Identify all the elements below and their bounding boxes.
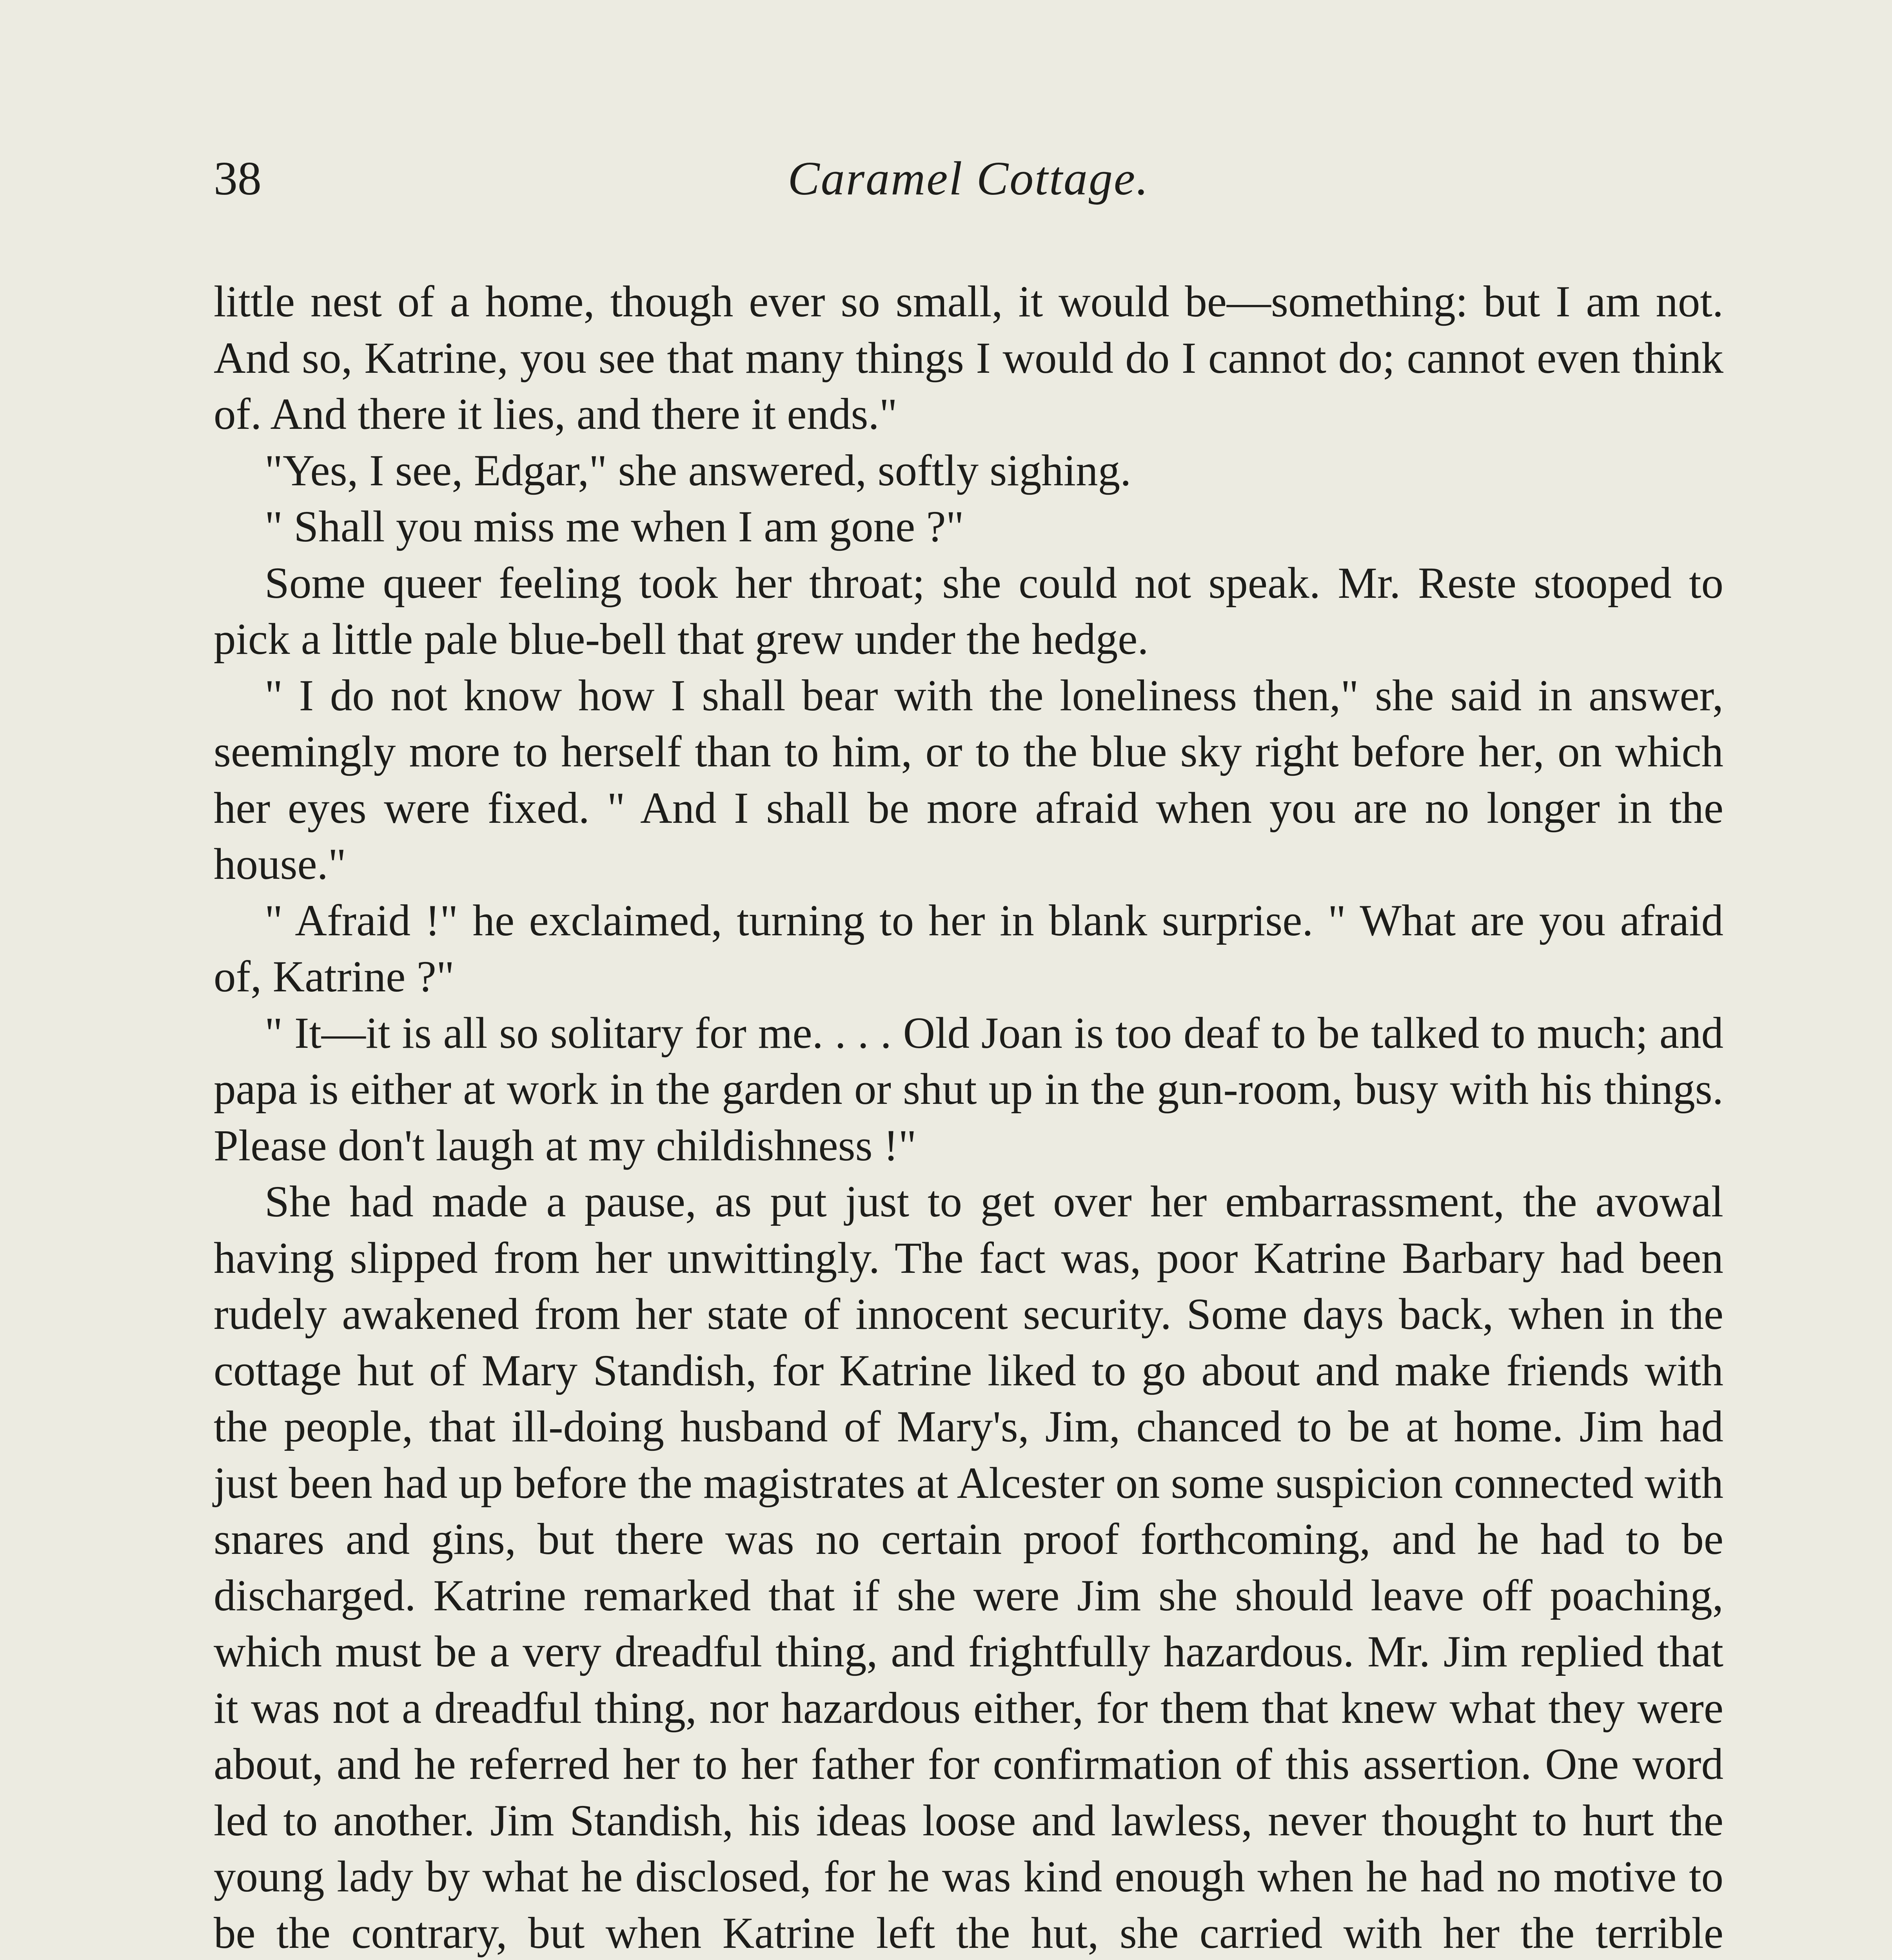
paragraph: Some queer feeling took her throat; she could not speak. Mr. Reste stooped to pick a little pale blue-bell that grew under the hedge. (214, 558, 1723, 664)
paragraph: " Afraid !" he exclaimed, turning to her in blank surprise. " What are you afraid of, Katrine ?" (214, 896, 1723, 1001)
page-header (214, 152, 1723, 233)
paragraph: " I do not know how I shall bear with the loneliness then," she said in answer, seemingly more to herself than to him, or to the blue sky right before her, on which her eyes were fixed. " And I shall be more afraid when you are no longer in the house." (214, 671, 1723, 889)
paragraph: " Shall you miss me when I am gone ?" (265, 502, 964, 551)
paragraph: She had made a pause, as put just to get over her embarrassment, the avowal having slipped from her unwittingly. The fact was, poor Katrine Barbary had been rudely awakened from her state of innocent security. Some days back, when in the cottage hut of Mary Standish, for Katrine liked to go about and make friends with the people, that ill-doing husband of Mary's, Jim, chanced to be at home. Jim had just been had up before the magistrates at Alcester on some suspicion connected with snares and gins, but there was no certain proof forthcoming, and he had to be discharged. Katrine remarked that if she were Jim she should leave off poaching, which must be a very dreadful thing, and frightfully hazardous. Mr. Jim replied that it was not a dreadful thing, nor hazardous either, for them that knew what they were about, and he referred her to her father for confirmation of this assertion. One word led to another. Jim Standish, his ideas loose and lawless, never thought to hurt the young lady by what he disclosed, for he was kind enough when he had no motive to be the contrary, but when Katrine left the hut, she carried with her the terrible (214, 1177, 1723, 1958)
paragraph: little nest of a home, though ever so small, it would be—something: but I am not. And so, Katrine, you see that many things I would do I cannot do; cannot even think of. And there it lies, and there it ends." (214, 277, 1723, 439)
running-title: Caramel Cottage. (788, 152, 1149, 205)
body-text (214, 274, 1723, 1960)
paragraph: " It—it is all so solitary for me. . . . Old Joan is too deaf to be talked to much; and papa is either at work in the garden or shut up in the gun-room, busy with his things. Please don't laugh at my childishness !" (214, 1008, 1723, 1170)
paragraph: "Yes, I see, Edgar," she answered, softly sighing. (265, 446, 1131, 495)
page-number: 38 (214, 152, 261, 205)
